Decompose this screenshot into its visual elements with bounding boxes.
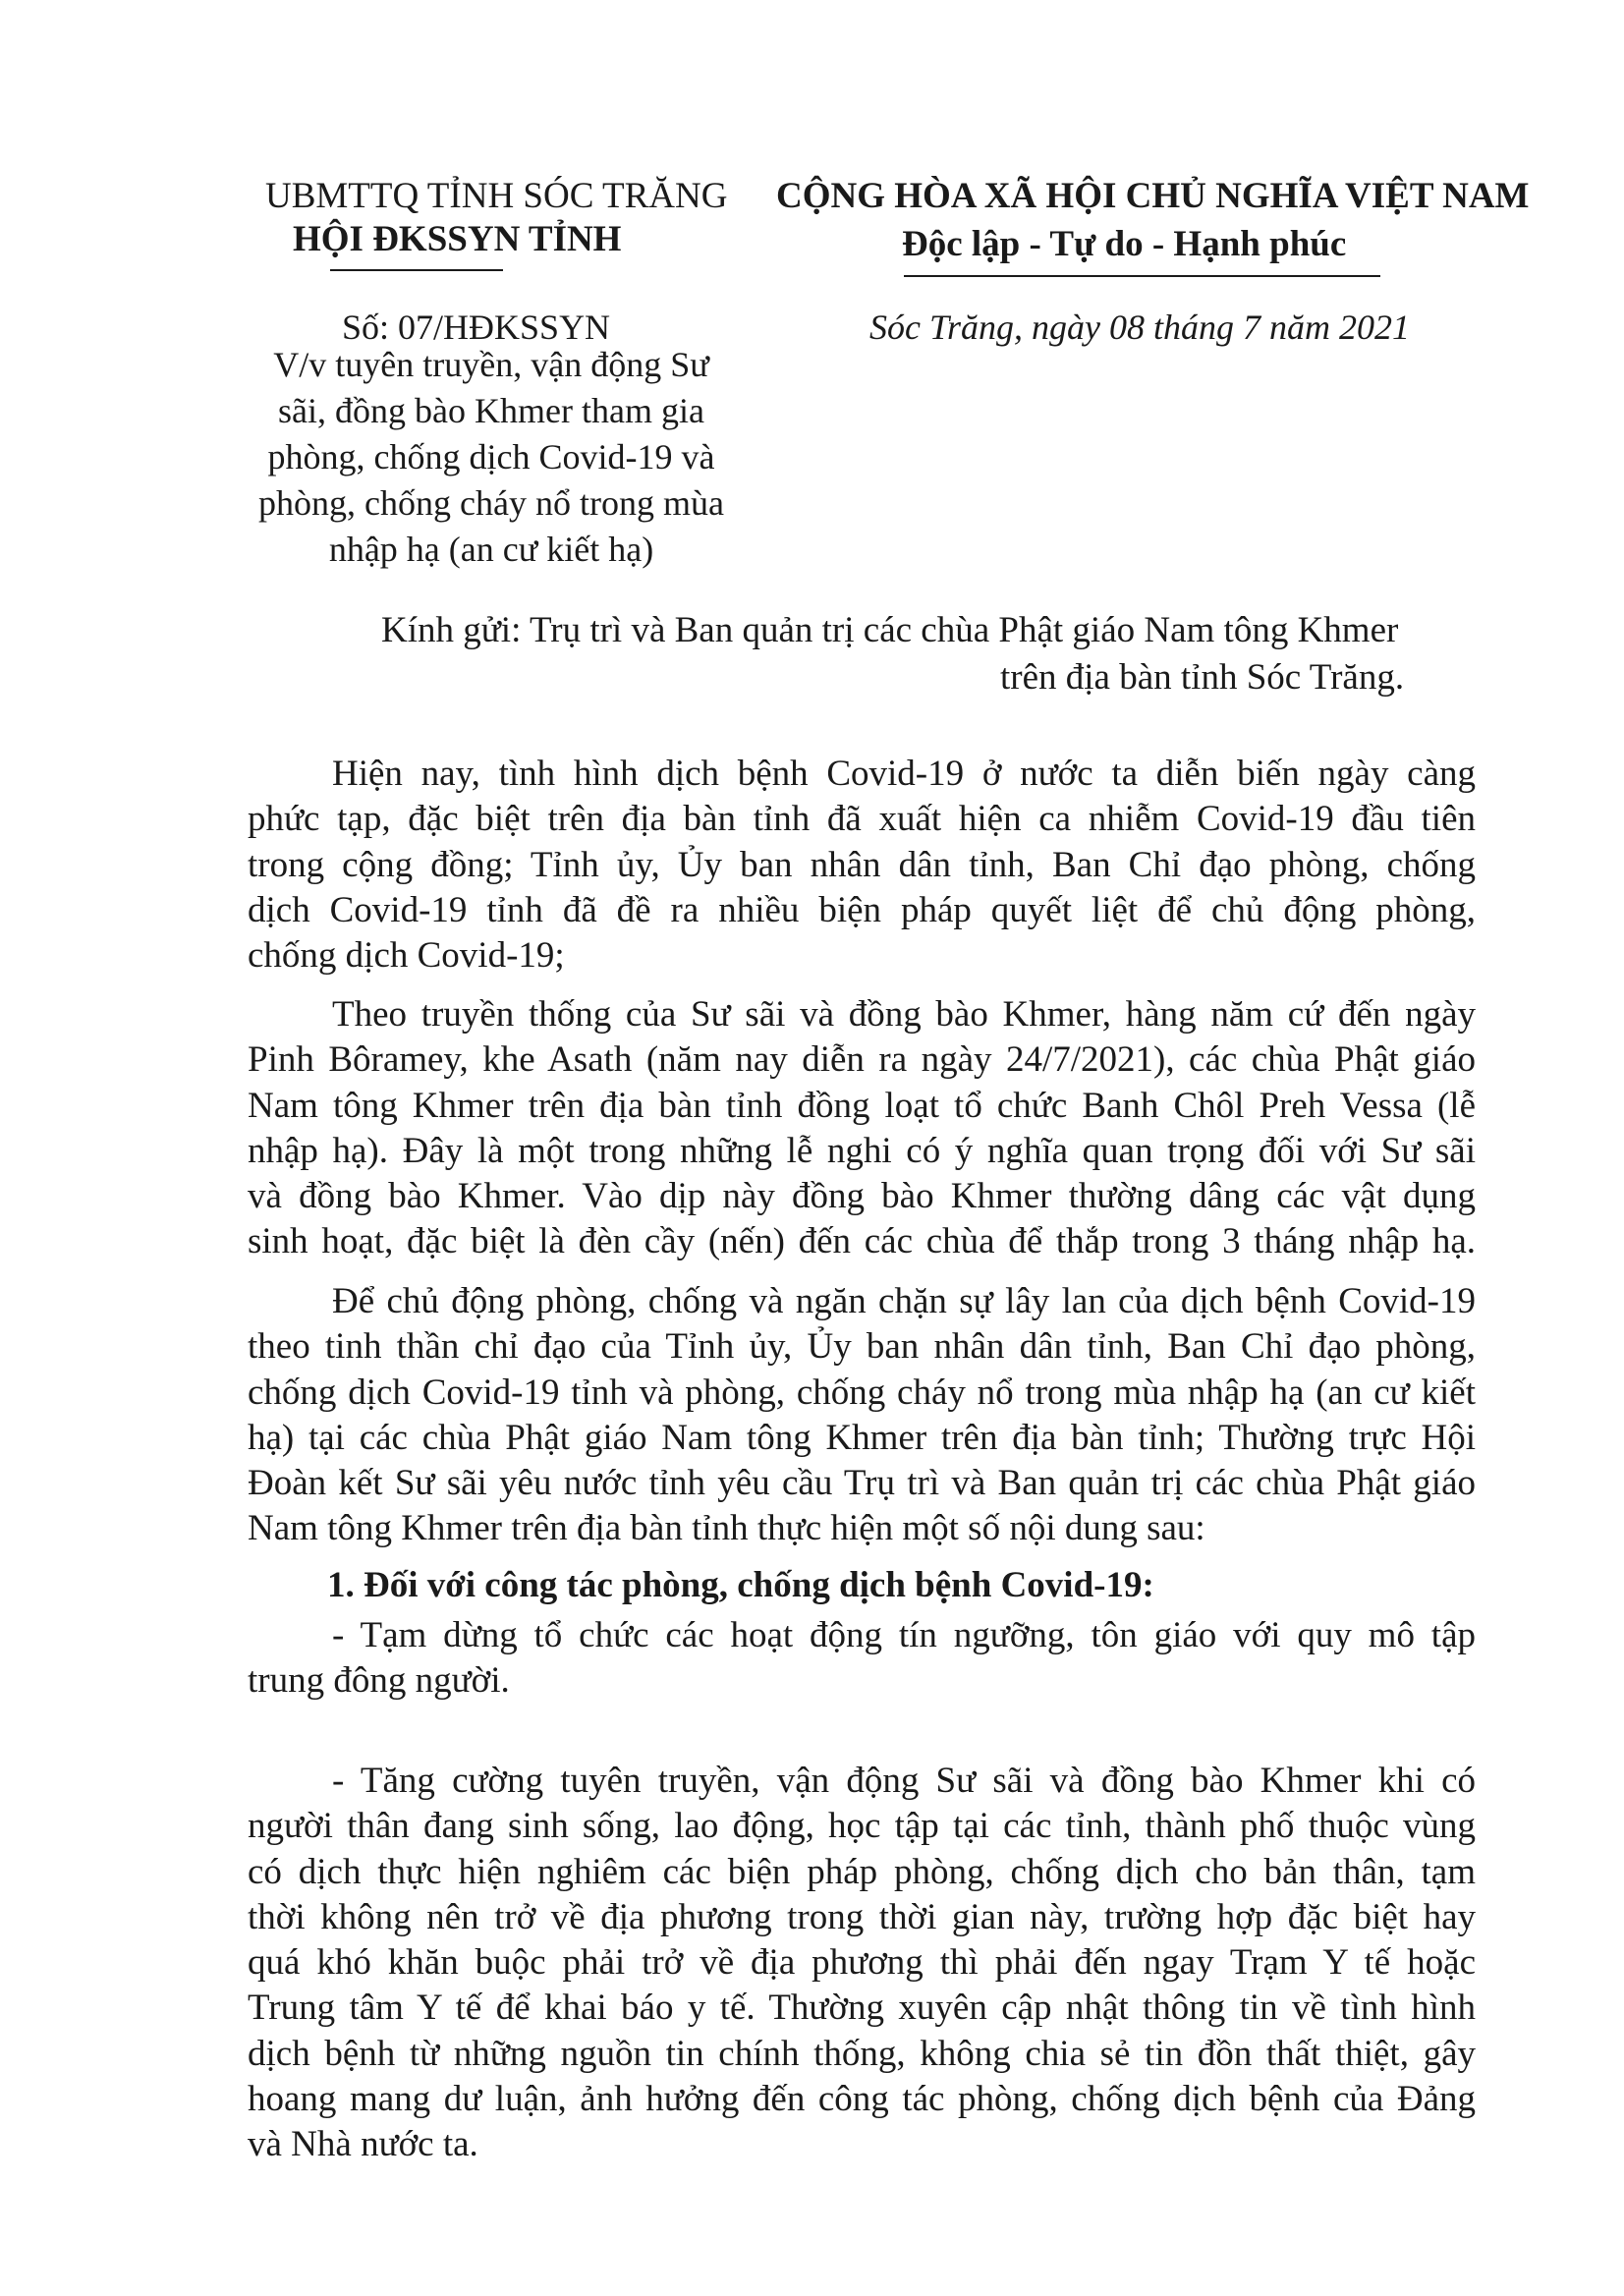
- text-line: và Nhà nước ta.: [248, 2124, 478, 2165]
- subject-line: phòng, chống dịch Covid-19 và: [267, 437, 715, 476]
- org-underline: [330, 269, 503, 271]
- org-parent-name: UBMTTQ TỈNH SÓC TRĂNG: [265, 176, 728, 216]
- text-line: sinh hoạt, đặc biệt là đèn cầy (nến) đến các chùa để thắp trong 3 tháng nhập hạ.: [248, 1221, 1476, 1262]
- text-line: Nam tông Khmer trên địa bàn tỉnh thực hiện một số nội dung sau:: [248, 1508, 1205, 1549]
- text-line: Hiện nay, tình hình dịch bệnh Covid-19 ở nước ta diễn biến ngày càng: [332, 754, 1476, 794]
- subject-line: sãi, đồng bào Khmer tham gia: [278, 391, 704, 430]
- text-line: Để chủ động phòng, chống và ngăn chặn sự lây lan của dịch bệnh Covid-19: [332, 1281, 1476, 1321]
- subject-line: V/v tuyên truyền, vận động Sư: [273, 345, 709, 384]
- national-title: CỘNG HÒA XÃ HỘI CHỦ NGHĨA VIỆT NAM: [776, 176, 1530, 216]
- text-line: hoang mang dư luận, ảnh hưởng đến công tác phòng, chống dịch bệnh của Đảng: [248, 2079, 1476, 2120]
- org-name: HỘI ĐKSSYN TỈNH: [293, 219, 622, 259]
- text-line: có dịch thực hiện nghiêm các biện pháp phòng, chống dịch cho bản thân, tạm: [248, 1851, 1476, 1892]
- recipient-line: Kính gửi: Trụ trì và Ban quản trị các chùa Phật giáo Nam tông Khmer: [381, 610, 1399, 650]
- text-line: dịch Covid-19 tỉnh đã đề ra nhiều biện pháp quyết liệt để chủ động phòng,: [248, 889, 1476, 930]
- text-line: phức tạp, đặc biệt trên địa bàn tỉnh đã xuất hiện ca nhiễm Covid-19 đầu tiên: [248, 799, 1476, 840]
- text-line: thời không nên trở về địa phương trong thời gian này, trường hợp đặc biệt hay: [248, 1896, 1476, 1937]
- text-line: Đoàn kết Sư sãi yêu nước tỉnh yêu cầu Trụ trì và Ban quản trị các chùa Phật giáo: [248, 1463, 1476, 1504]
- text-line: - Tạm dừng tổ chức các hoạt động tín ngưỡng, tôn giáo với quy mô tập: [332, 1615, 1476, 1655]
- text-line: theo tinh thần chỉ đạo của Tỉnh ủy, Ủy ban nhân dân tỉnh, Ban Chỉ đạo phòng,: [248, 1326, 1476, 1368]
- text-line: và đồng bào Khmer. Vào dịp này đồng bào Khmer thường dâng các vật dụng: [248, 1176, 1476, 1217]
- text-line: hạ) tại các chùa Phật giáo Nam tông Khmer trên địa bàn tỉnh; Thường trực Hội: [248, 1417, 1476, 1458]
- text-line: Trung tâm Y tế để khai báo y tế. Thường xuyên cập nhật thông tin về tình hình: [248, 1988, 1476, 2029]
- subject-line: phòng, chống cháy nổ trong mùa: [258, 483, 724, 523]
- paragraph-request: [248, 1279, 1476, 1552]
- national-motto: Độc lập - Tự do - Hạnh phúc: [902, 224, 1347, 264]
- text-line: - Tăng cường tuyên truyền, vận động Sư sãi và đồng bào Khmer khi có: [332, 1761, 1476, 1801]
- paragraph-tradition: [248, 992, 1476, 1265]
- motto-underline: [904, 275, 1380, 277]
- document-number: Số: 07/HĐKSSYN: [342, 308, 611, 347]
- bullet-propaganda: [248, 1759, 1476, 2168]
- text-line: chống dịch Covid-19 tỉnh và phòng, chống cháy nổ trong mùa nhập hạ (an cư kiết: [248, 1372, 1476, 1413]
- bullet-suspend: [248, 1613, 1476, 1705]
- text-line: Theo truyền thống của Sư sãi và đồng bào Khmer, hàng năm cứ đến ngày: [332, 994, 1476, 1035]
- text-line: trung đông người.: [248, 1660, 510, 1702]
- text-line: dịch bệnh từ những nguồn tin chính thống, không chia sẻ tin đồn thất thiệt, gây: [248, 2033, 1476, 2074]
- subject-line: nhập hạ (an cư kiết hạ): [328, 530, 654, 569]
- text-line: người thân đang sinh sống, lao động, học tập tại các tỉnh, thành phố thuộc vùng: [248, 1806, 1476, 1847]
- paragraph-intro: [248, 752, 1476, 979]
- recipient-line: trên địa bàn tỉnh Sóc Trăng.: [1000, 657, 1405, 698]
- text-line: Nam tông Khmer trên địa bàn tỉnh đồng loạt tổ chức Banh Chôl Preh Vessa (lễ: [248, 1085, 1476, 1126]
- dateline: Sóc Trăng, ngày 08 tháng 7 năm 2021: [869, 308, 1411, 347]
- text-line: quá khó khăn buộc phải trở về địa phương thì phải đến ngay Trạm Y tế hoặc: [248, 1942, 1476, 1984]
- section-heading: 1. Đối với công tác phòng, chống dịch bệnh Covid-19:: [327, 1565, 1154, 1605]
- text-line: trong cộng đồng; Tỉnh ủy, Ủy ban nhân dân tỉnh, Ban Chỉ đạo phòng, chống: [248, 844, 1476, 885]
- text-line: chống dịch Covid-19;: [248, 935, 565, 977]
- document-subject: [236, 342, 747, 573]
- text-line: Pinh Bôramey, khe Asath (năm nay diễn ra ngày 24/7/2021), các chùa Phật giáo: [248, 1039, 1476, 1081]
- text-line: nhập hạ). Đây là một trong những lễ nghi có ý nghĩa quan trọng đối với Sư sãi: [248, 1130, 1476, 1171]
